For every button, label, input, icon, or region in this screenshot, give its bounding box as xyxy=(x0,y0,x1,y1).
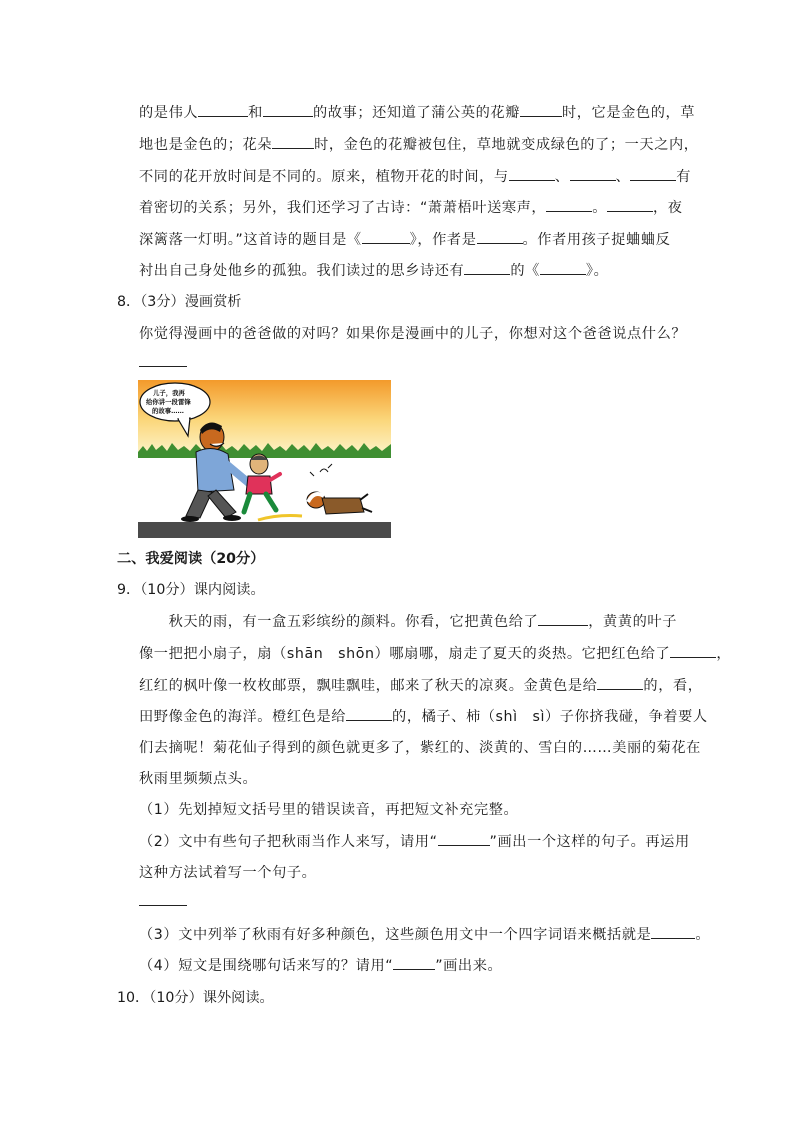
answer-blank[interactable] xyxy=(477,231,523,244)
q7-line-3: 不同的花开放时间是不同的。原来，植物开花的时间，与 、 、 有 xyxy=(139,169,692,185)
q7-line-4: 着密切的关系；另外，我们还学习了古诗：“萧萧梧叶送寒声， 。 ，夜 xyxy=(139,200,683,216)
answer-blank[interactable] xyxy=(651,926,695,939)
q9-sub-question-3: （3）文中列举了秋雨有好多种颜色，这些颜色用文中一个四字词语来概括就是 。 xyxy=(139,927,711,943)
q8-question: 你觉得漫画中的爸爸做的对吗？如果你是漫画中的儿子，你想对这个爸爸说点什么？ xyxy=(139,326,687,342)
q9-passage-line-6: 秋雨里频频点头。 xyxy=(139,771,258,787)
answer-blank[interactable] xyxy=(139,354,187,367)
cartoon-image xyxy=(138,380,391,538)
answer-blank[interactable] xyxy=(346,708,392,721)
answer-blank[interactable] xyxy=(509,168,555,181)
answer-blank[interactable] xyxy=(670,645,716,658)
q7-line-6: 衬出自己身处他乡的孤独。我们读过的思乡诗还有 的《 》。 xyxy=(139,263,609,279)
section-heading: 二、我爱阅读（20分） xyxy=(117,551,265,567)
answer-blank[interactable] xyxy=(263,104,313,117)
q10-number: 10．（10分）课外阅读。 xyxy=(117,990,274,1006)
answer-blank[interactable] xyxy=(607,199,653,212)
q9-sub-question-1: （1）先划掉短文括号里的错误读音，再把短文补充完整。 xyxy=(139,802,519,818)
answer-blank[interactable] xyxy=(546,199,592,212)
q9-passage-line-1: 秋天的雨，有一盒五彩缤纷的颜料。你看，它把黄色给了 ，黄黄的叶子 xyxy=(139,614,677,630)
answer-blank[interactable] xyxy=(570,168,616,181)
q9-sub-question-2: （2）文中有些句子把秋雨当作人来写，请用“ ”画出一个这样的句子。再运用 xyxy=(139,834,690,850)
bubble-line-1: 儿子，我再 xyxy=(153,389,185,397)
answer-blank[interactable] xyxy=(438,833,490,846)
answer-blank[interactable] xyxy=(272,136,314,149)
q9-passage-line-5: 们去摘呢！菊花仙子得到的颜色就更多了，紫红的、淡黄的、雪白的……美丽的菊花在 xyxy=(139,740,701,756)
q7-line-1: 的是伟人 和 的故事；还知道了蒲公英的花瓣 时，它是金色的，草 xyxy=(139,105,696,121)
answer-blank[interactable] xyxy=(597,677,643,690)
q9-number: 9．（10分）课内阅读。 xyxy=(117,582,265,598)
bubble-line-3: 的故事…… xyxy=(152,407,184,415)
answer-blank[interactable] xyxy=(540,262,586,275)
answer-blank[interactable] xyxy=(464,262,510,275)
q9-passage-line-2: 像一把把小扇子，扇（shān shōn）哪扇哪，扇走了夏天的炎热。它把红色给了 ， xyxy=(139,646,732,662)
q7-line-2: 地也是金色的；花朵 时，金色的花瓣被包住，草地就变成绿色的了；一天之内， xyxy=(139,137,699,153)
q9-passage-line-4: 田野像金色的海洋。橙红色是给 的，橘子、柿（shì sì）子你挤我碰，争着要人 xyxy=(139,709,708,725)
answer-blank[interactable] xyxy=(198,104,248,117)
q9-passage-line-3: 红红的枫叶像一枚枚邮票，飘哇飘哇，邮来了秋天的凉爽。金黄色是给 的，看， xyxy=(139,678,703,694)
road xyxy=(138,522,391,538)
answer-blank[interactable] xyxy=(520,104,562,117)
bubble-line-2: 给你讲一段雷锋 xyxy=(146,398,191,406)
cartoon-illustration xyxy=(138,380,391,538)
answer-blank[interactable] xyxy=(393,957,435,970)
q8-number: 8．（3分）漫画赏析 xyxy=(117,294,242,310)
answer-blank[interactable] xyxy=(362,231,410,244)
answer-blank[interactable] xyxy=(538,613,588,626)
q7-line-5: 深篱落一灯明。”这首诗的题目是《 》，作者是 。作者用孩子捉蛐蛐反 xyxy=(139,232,671,248)
answer-blank[interactable] xyxy=(630,168,676,181)
q8-answer-line xyxy=(139,353,187,373)
answer-blank[interactable] xyxy=(139,893,187,906)
q9-sub-question-4: （4）短文是围绕哪句话来写的？请用“ ”画出来。 xyxy=(139,958,503,974)
q9-sub-question-2-cont: 这种方法试着写一个句子。 xyxy=(139,865,317,881)
q9-answer-line xyxy=(139,892,187,912)
